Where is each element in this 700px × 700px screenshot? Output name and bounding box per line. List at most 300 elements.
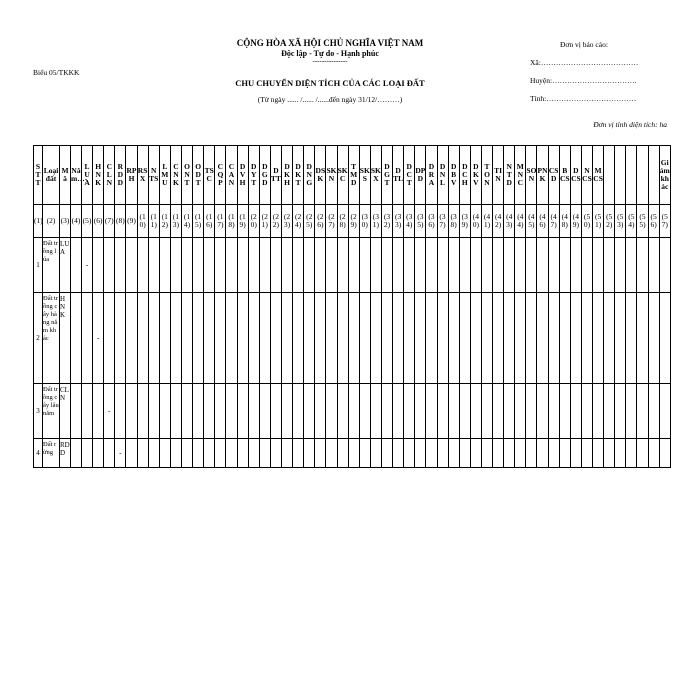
column-number: (22) — [270, 205, 281, 238]
row-land-type: Đất rừng — [43, 439, 60, 468]
table-cell — [315, 439, 326, 468]
row-code: HNK — [60, 293, 71, 384]
table-cell — [459, 238, 470, 293]
row-code: LUA — [60, 238, 71, 293]
table-cell — [259, 384, 270, 439]
table-cell — [370, 384, 381, 439]
table-cell — [359, 384, 370, 439]
table-cell — [526, 384, 537, 439]
table-cell — [426, 293, 437, 384]
table-cell — [148, 439, 159, 468]
table-cell — [226, 384, 237, 439]
table-cell — [415, 384, 426, 439]
table-cell — [481, 238, 492, 293]
table-cell — [104, 293, 115, 384]
table-cell — [593, 293, 604, 384]
table-cell — [626, 238, 637, 293]
column-header: Năm…- — [71, 146, 82, 205]
column-number: (9) — [126, 205, 137, 238]
table-cell — [304, 384, 315, 439]
row-stt: 3 — [34, 384, 43, 439]
table-cell — [548, 384, 559, 439]
column-header: RPH — [126, 146, 137, 205]
table-cell — [148, 293, 159, 384]
table-cell — [126, 439, 137, 468]
table-cell — [393, 238, 404, 293]
table-row — [34, 293, 671, 384]
column-number: (13) — [170, 205, 181, 238]
table-cell — [415, 439, 426, 468]
table-cell — [270, 293, 281, 384]
table-cell — [237, 384, 248, 439]
column-number: (15) — [193, 205, 204, 238]
unit-note: Đơn vị tính diện tích: ha — [593, 120, 667, 129]
table-cell — [170, 384, 181, 439]
table-cell — [204, 293, 215, 384]
motto-divider: --------------- — [312, 57, 348, 65]
table-cell — [493, 439, 504, 468]
table-cell — [226, 238, 237, 293]
column-header: TON — [481, 146, 492, 205]
table-cell — [593, 439, 604, 468]
column-number: (30) — [359, 205, 370, 238]
column-number: (8) — [115, 205, 126, 238]
table-cell — [615, 293, 626, 384]
column-number: (37) — [437, 205, 448, 238]
column-header: DKH — [281, 146, 292, 205]
table-cell — [193, 238, 204, 293]
column-header: DKV — [470, 146, 481, 205]
table-cell — [237, 238, 248, 293]
column-header: DKT — [293, 146, 304, 205]
table-cell — [71, 384, 82, 439]
header-row — [34, 146, 671, 205]
table-cell — [359, 293, 370, 384]
table-cell — [548, 238, 559, 293]
table-cell — [615, 238, 626, 293]
table-cell — [604, 439, 615, 468]
table-cell — [581, 439, 592, 468]
column-header: TMD — [348, 146, 359, 205]
column-header: DNG — [304, 146, 315, 205]
row-code: CLN — [60, 384, 71, 439]
table-cell — [326, 293, 337, 384]
column-header: LMU — [159, 146, 170, 205]
table-cell — [126, 293, 137, 384]
table-cell — [215, 439, 226, 468]
table-cell — [626, 439, 637, 468]
column-header: CNK — [170, 146, 181, 205]
table-cell — [593, 238, 604, 293]
table-cell — [548, 439, 559, 468]
column-number: (32) — [381, 205, 392, 238]
table-cell — [137, 238, 148, 293]
table-cell — [370, 439, 381, 468]
table-cell — [71, 293, 82, 384]
column-header: SKS — [359, 146, 370, 205]
column-header: DTT — [270, 146, 281, 205]
column-header: DRA — [426, 146, 437, 205]
table-cell — [593, 384, 604, 439]
table-cell — [515, 384, 526, 439]
reporter-label: Đơn vị báo cáo: — [560, 40, 608, 49]
table-cell — [381, 293, 392, 384]
table-cell — [82, 439, 93, 468]
column-number: (23) — [281, 205, 292, 238]
table-cell — [193, 293, 204, 384]
column-number: (35) — [415, 205, 426, 238]
table-cell — [126, 238, 137, 293]
table-cell — [204, 384, 215, 439]
table-cell — [148, 238, 159, 293]
column-number: (54) — [626, 205, 637, 238]
column-header: Mã — [60, 146, 71, 205]
table-cell — [348, 384, 359, 439]
form-code: Biểu 05/TKKK — [33, 68, 80, 77]
table-cell — [93, 384, 104, 439]
diagonal-cell: - — [82, 238, 93, 293]
column-number: (5) — [82, 205, 93, 238]
table-cell — [359, 238, 370, 293]
column-number: (28) — [337, 205, 348, 238]
table-cell — [659, 238, 670, 293]
column-number: (39) — [459, 205, 470, 238]
table-cell — [570, 238, 581, 293]
reporter-huyen: Huyện:……………………………. — [530, 76, 637, 85]
table-cell — [281, 293, 292, 384]
column-header-empty — [637, 146, 648, 205]
table-cell — [137, 293, 148, 384]
row-land-type: Đất trồng cây lâu năm — [43, 384, 60, 439]
column-number: (47) — [548, 205, 559, 238]
table-cell — [248, 238, 259, 293]
table-cell — [348, 238, 359, 293]
table-cell — [170, 238, 181, 293]
table-cell — [437, 293, 448, 384]
column-header: RDD — [115, 146, 126, 205]
table-cell — [326, 384, 337, 439]
column-number: (11) — [148, 205, 159, 238]
column-header: DCT — [404, 146, 415, 205]
column-number: (34) — [404, 205, 415, 238]
table-cell — [415, 293, 426, 384]
column-header: CLN — [104, 146, 115, 205]
column-number: (56) — [648, 205, 659, 238]
column-header: ODT — [193, 146, 204, 205]
table-cell — [215, 238, 226, 293]
table-cell — [637, 238, 648, 293]
row-stt: 2 — [34, 293, 43, 384]
table-cell — [448, 293, 459, 384]
table-cell — [259, 439, 270, 468]
column-header: DCH — [459, 146, 470, 205]
table-cell — [470, 439, 481, 468]
republic-heading: CỘNG HÒA XÃ HỘI CHỦ NGHĨA VIỆT NAM — [236, 38, 424, 48]
table-cell — [493, 238, 504, 293]
table-cell — [404, 293, 415, 384]
table-cell — [481, 384, 492, 439]
table-cell — [459, 293, 470, 384]
table-cell — [71, 439, 82, 468]
column-number: (3) — [60, 205, 71, 238]
column-header: SKC — [337, 146, 348, 205]
table-cell — [526, 293, 537, 384]
table-cell — [415, 238, 426, 293]
column-number: (43) — [504, 205, 515, 238]
table-cell — [404, 439, 415, 468]
column-number: (46) — [537, 205, 548, 238]
column-header: MNC — [515, 146, 526, 205]
column-number: (50) — [581, 205, 592, 238]
table-cell — [481, 293, 492, 384]
column-number: (10) — [137, 205, 148, 238]
column-number: (44) — [515, 205, 526, 238]
column-header: DNL — [437, 146, 448, 205]
table-cell — [226, 439, 237, 468]
table-cell — [426, 384, 437, 439]
column-number: (36) — [426, 205, 437, 238]
column-header: CAN — [226, 146, 237, 205]
table-cell — [82, 384, 93, 439]
table-cell — [559, 439, 570, 468]
table-cell — [348, 293, 359, 384]
table-cell — [548, 293, 559, 384]
column-header: DCS — [570, 146, 581, 205]
column-number: (1) — [34, 205, 43, 238]
column-header: SON — [526, 146, 537, 205]
table-cell — [393, 439, 404, 468]
table-cell — [359, 439, 370, 468]
table-cell — [181, 384, 192, 439]
table-cell — [604, 384, 615, 439]
column-number: (29) — [348, 205, 359, 238]
table-cell — [581, 384, 592, 439]
row-land-type: Đất trồng cây hàng năm khác — [43, 293, 60, 384]
table-cell — [437, 439, 448, 468]
table-cell — [204, 238, 215, 293]
column-header: TSC — [204, 146, 215, 205]
table-cell — [193, 384, 204, 439]
table-cell — [581, 238, 592, 293]
table-row — [34, 238, 671, 293]
table-cell — [337, 293, 348, 384]
column-number: (55) — [637, 205, 648, 238]
column-header: MCS — [593, 146, 604, 205]
table-cell — [193, 439, 204, 468]
table-cell — [559, 293, 570, 384]
table-cell — [137, 384, 148, 439]
column-header: ONT — [181, 146, 192, 205]
table-cell — [326, 238, 337, 293]
table-cell — [293, 439, 304, 468]
column-header: PNK — [537, 146, 548, 205]
document-title: CHU CHUYỂN DIỆN TÍCH CỦA CÁC LOẠI ĐẤT — [235, 78, 425, 88]
table-cell — [404, 384, 415, 439]
table-cell — [448, 238, 459, 293]
column-number: (17) — [215, 205, 226, 238]
table-cell — [526, 439, 537, 468]
table-cell — [159, 293, 170, 384]
column-number: (4) — [71, 205, 82, 238]
column-number: (52) — [604, 205, 615, 238]
table-cell — [570, 384, 581, 439]
table-cell — [648, 384, 659, 439]
table-cell — [537, 384, 548, 439]
table-cell — [159, 439, 170, 468]
table-cell — [204, 439, 215, 468]
column-number: (41) — [481, 205, 492, 238]
table-cell — [381, 384, 392, 439]
table-cell — [581, 293, 592, 384]
column-header: DSK — [315, 146, 326, 205]
column-number: (6) — [93, 205, 104, 238]
column-number: (38) — [448, 205, 459, 238]
diagonal-cell: - — [115, 439, 126, 468]
column-number: (51) — [593, 205, 604, 238]
column-number: (24) — [293, 205, 304, 238]
column-number: (45) — [526, 205, 537, 238]
table-cell — [281, 439, 292, 468]
table-cell — [337, 439, 348, 468]
column-header: NTS — [148, 146, 159, 205]
table-cell — [115, 293, 126, 384]
column-header-empty — [626, 146, 637, 205]
table-cell — [493, 293, 504, 384]
column-header: HNK — [93, 146, 104, 205]
column-number: (53) — [615, 205, 626, 238]
table-cell — [437, 238, 448, 293]
table-cell — [304, 293, 315, 384]
diagonal-cell: - — [93, 293, 104, 384]
table-cell — [181, 439, 192, 468]
table-cell — [159, 384, 170, 439]
column-number: (40) — [470, 205, 481, 238]
table-cell — [381, 439, 392, 468]
table-cell — [604, 293, 615, 384]
reporter-xa: Xã:………………………………… — [530, 58, 639, 67]
table-cell — [470, 238, 481, 293]
table-cell — [270, 384, 281, 439]
table-cell — [370, 293, 381, 384]
table-cell — [515, 293, 526, 384]
table-cell — [459, 439, 470, 468]
column-header-empty — [604, 146, 615, 205]
column-header: CSD — [548, 146, 559, 205]
column-number: (2) — [43, 205, 60, 238]
table-cell — [570, 293, 581, 384]
column-number: (48) — [559, 205, 570, 238]
table-cell — [315, 293, 326, 384]
table-cell — [493, 384, 504, 439]
table-cell — [259, 238, 270, 293]
table-cell — [515, 238, 526, 293]
table-cell — [226, 293, 237, 384]
table-cell — [304, 238, 315, 293]
column-number: (19) — [237, 205, 248, 238]
table-cell — [626, 384, 637, 439]
column-header: DGT — [381, 146, 392, 205]
column-header: SKN — [326, 146, 337, 205]
table-cell — [504, 439, 515, 468]
table-cell — [559, 384, 570, 439]
table-cell — [604, 238, 615, 293]
column-number: (31) — [370, 205, 381, 238]
table-cell — [448, 384, 459, 439]
column-header: CQP — [215, 146, 226, 205]
table-cell — [515, 439, 526, 468]
table-cell — [404, 238, 415, 293]
table-cell — [526, 238, 537, 293]
column-header: NCS — [581, 146, 592, 205]
row-land-type: Đất trồng lúa — [43, 238, 60, 293]
table-cell — [659, 293, 670, 384]
table-cell — [648, 439, 659, 468]
table-cell — [237, 439, 248, 468]
table-cell — [259, 293, 270, 384]
table-cell — [304, 439, 315, 468]
table-cell — [326, 439, 337, 468]
column-number: (25) — [304, 205, 315, 238]
table-cell — [659, 384, 670, 439]
column-header: RSX — [137, 146, 148, 205]
table-cell — [337, 238, 348, 293]
column-number-row — [34, 205, 671, 238]
column-number: (21) — [259, 205, 270, 238]
table-cell — [393, 384, 404, 439]
column-number: (42) — [493, 205, 504, 238]
table-cell — [104, 439, 115, 468]
table-cell — [126, 384, 137, 439]
table-cell — [270, 238, 281, 293]
column-number: (26) — [315, 205, 326, 238]
table-cell — [559, 238, 570, 293]
table-cell — [115, 384, 126, 439]
table-cell — [481, 439, 492, 468]
table-cell — [281, 384, 292, 439]
table-cell — [470, 384, 481, 439]
table-cell — [215, 293, 226, 384]
table-cell — [504, 238, 515, 293]
motto: Độc lập - Tự do - Hạnh phúc — [281, 49, 379, 58]
table-cell — [293, 238, 304, 293]
diagonal-cell: - — [104, 384, 115, 439]
table-cell — [181, 238, 192, 293]
table-cell — [170, 293, 181, 384]
column-number: (27) — [326, 205, 337, 238]
table-cell — [170, 439, 181, 468]
column-header: DTL — [393, 146, 404, 205]
table-cell — [393, 293, 404, 384]
table-cell — [437, 384, 448, 439]
column-number: (7) — [104, 205, 115, 238]
table-cell — [281, 238, 292, 293]
table-cell — [137, 439, 148, 468]
column-header: TIN — [493, 146, 504, 205]
column-number: (33) — [393, 205, 404, 238]
table-cell — [82, 293, 93, 384]
column-header: DBV — [448, 146, 459, 205]
table-cell — [470, 293, 481, 384]
column-number: (49) — [570, 205, 581, 238]
column-header: DYT — [248, 146, 259, 205]
column-header: DVH — [237, 146, 248, 205]
column-header: NTD — [504, 146, 515, 205]
table-cell — [71, 238, 82, 293]
table-cell — [615, 384, 626, 439]
table-cell — [248, 293, 259, 384]
table-cell — [537, 293, 548, 384]
table-cell — [370, 238, 381, 293]
